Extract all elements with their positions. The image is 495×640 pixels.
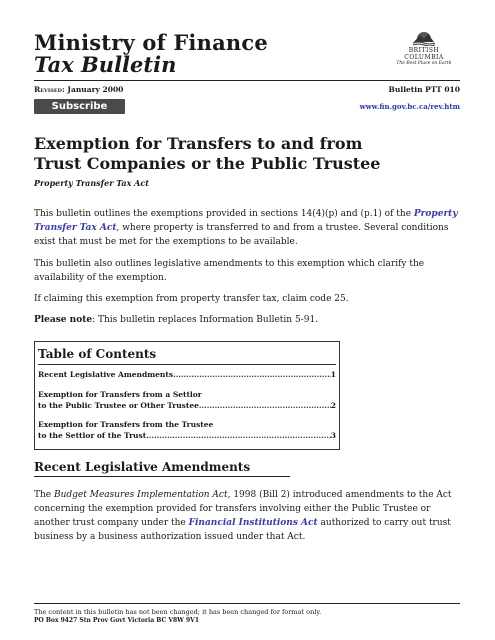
section-paragraph: The Budget Measures Implementation Act, 1998 (Bill 2) introduced amendments to the Act concerning the exemption provided for transfers involving either the Public Trustee or another trust company under the Financial Institutions Act authorized to carry out trust business by a business authorization issued under that Act. xyxy=(34,490,452,542)
page-subtitle: Property Transfer Tax Act xyxy=(34,178,149,188)
logo-text-british: BRITISH xyxy=(408,47,440,54)
revised-date: Revised: January 2000 xyxy=(34,85,124,94)
table-of-contents xyxy=(34,341,340,450)
bulletin-number: Bulletin PTT 010 xyxy=(388,85,460,94)
toc-entry-transfers-from-settlor[interactable]: Exemption for Transfers from a Settlor to the Public Trustee or Other Trustee ..... 2 xyxy=(38,389,336,411)
subscribe-button[interactable]: Subscribe xyxy=(34,99,125,114)
footer-note: The content in this bulletin has not been changed; it has been changed for format only. xyxy=(34,608,322,616)
website-link[interactable]: www.fin.gov.bc.ca/rev.htm xyxy=(359,102,460,111)
amendments-paragraph: This bulletin also outlines legislative amendments to this exemption which clarify the availability of the exemption. xyxy=(34,259,425,283)
page-heading: Exemption for Transfers to and from Trust Companies or the Public Trustee xyxy=(34,134,381,173)
claim-code-paragraph: If claiming this exemption from property transfer tax, claim code 25. xyxy=(34,294,349,304)
intro-paragraph: This bulletin outlines the exemptions provided in sections 14(4)(p) and (p.1) of the Property Transfer Tax Act, where property is transferred to and from a trustee. Several conditions exist that must be met for the exemptions to be available. xyxy=(34,209,458,247)
property-transfer-tax-act-link[interactable]: Property Transfer Tax Act xyxy=(34,209,458,233)
footer-address: PO Box 9427 Stn Prov Govt Victoria BC V8W 9V1 xyxy=(34,617,200,624)
header-rule xyxy=(34,80,460,81)
section-heading: Recent Legislative Amendments xyxy=(34,460,251,474)
bc-sun-mountain-logo-icon xyxy=(411,30,437,46)
toc-divider xyxy=(38,364,336,365)
section-heading-rule xyxy=(34,476,290,477)
toc-entry-transfers-from-trustee[interactable]: Exemption for Transfers from the Trustee to the Settlor of the Trust ..... 3 xyxy=(38,419,336,441)
toc-title: Table of Contents xyxy=(38,347,157,361)
logo-tagline: The Best Place on Earth xyxy=(396,61,452,66)
logo-text-columbia: COLUMBIA xyxy=(404,54,444,61)
replacement-note: Please note: This bulletin replaces Information Bulletin 5-91. xyxy=(34,315,319,325)
bulletin-title: Tax Bulletin xyxy=(34,52,177,77)
footer-rule xyxy=(34,603,460,604)
bc-logo xyxy=(390,30,458,66)
financial-institutions-act-link[interactable]: Financial Institutions Act xyxy=(188,518,318,528)
ministry-title: Ministry of Finance xyxy=(34,30,268,55)
toc-entry-recent-amendments[interactable]: Recent Legislative Amendments ..... 1 xyxy=(38,369,336,380)
